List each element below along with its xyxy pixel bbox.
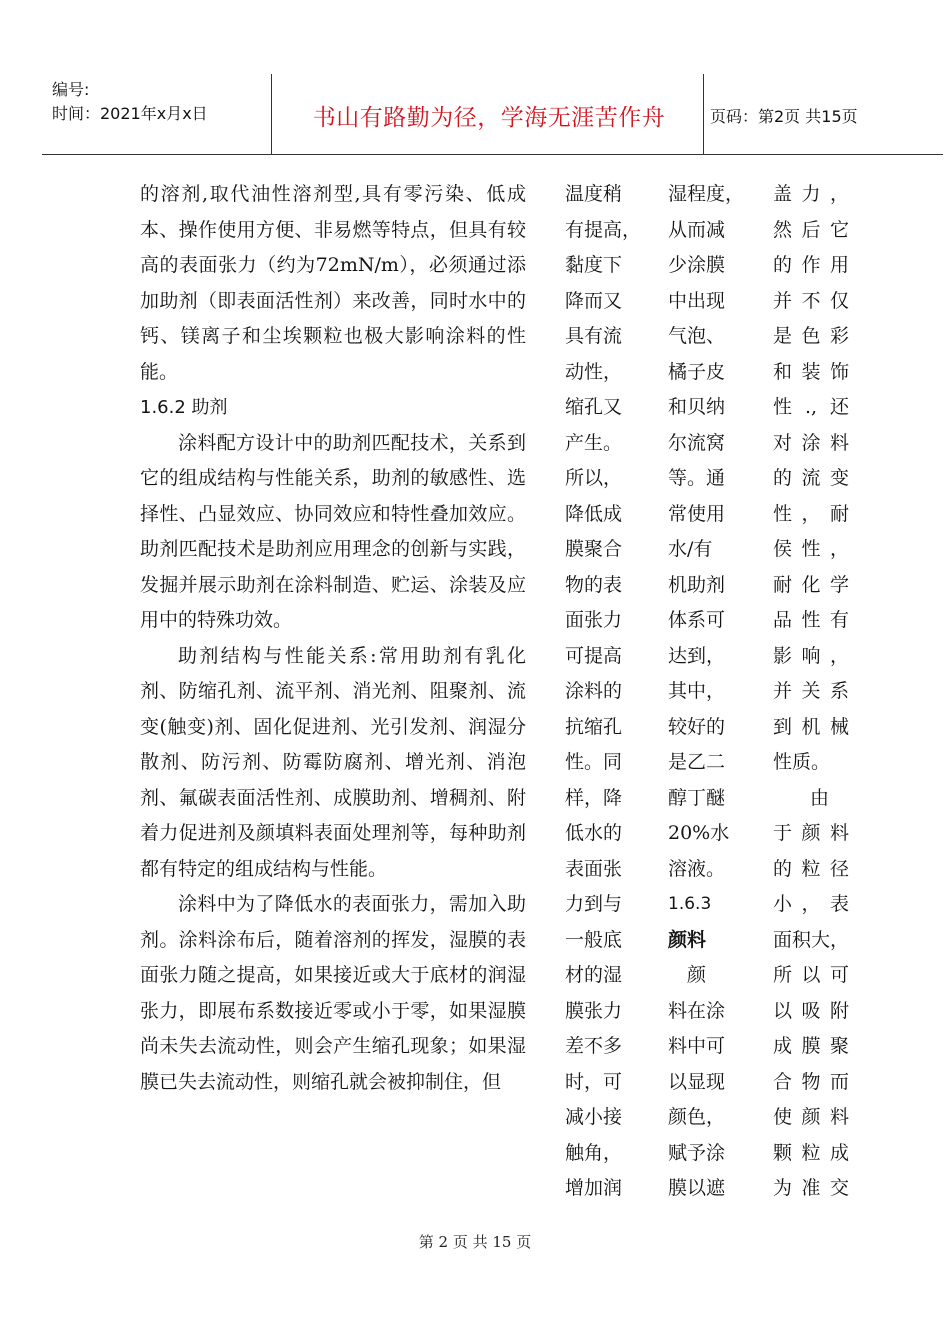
text-line: 有提高， (565, 218, 642, 241)
text-line: 并不仅 (773, 289, 849, 312)
text-line: 赋予涂 (668, 1141, 726, 1164)
text-line: 膜以遮 (668, 1177, 726, 1199)
text-line: 所以可 (773, 964, 849, 986)
text-line: 使颜料 (773, 1106, 849, 1128)
section-number-pigment: 1.6.3 (668, 894, 712, 914)
text-line: 常使用 (668, 502, 726, 525)
text-line: 性质。 (773, 751, 831, 773)
column-3 (668, 177, 754, 1207)
text-line: 中出现 (668, 289, 726, 312)
text-line: 触角， (565, 1141, 623, 1164)
text-line: 膜张力 (565, 999, 623, 1022)
paragraph-4: 涂料中为了降低水的表面张力，需加入助剂。涂料涂布后，随着溶剂的挥发，湿膜的表面张力随之提高，如果接近或大于底材的润湿张力，即展布系数接近零或小于零，如果湿膜尚未失去流动性，则会产生缩孔现象；如果湿膜已失去流动性，则缩孔就会被抑制住，但 (140, 893, 526, 1093)
text-line: 膜聚合 (565, 538, 623, 560)
text-line: 小，表 (773, 893, 849, 915)
text-line: 动性， (565, 360, 623, 383)
text-line: 达到， (668, 644, 726, 667)
header-divider-left (271, 74, 272, 154)
text-line: 颜色， (668, 1106, 726, 1128)
paragraph-1: 的溶剂,取代油性溶剂型,具有零污染、低成本、操作使用方便、非易燃等特点，但具有较高的表面张力（约为72mN/m），必须通过添加助剂（即表面活性剂）来改善，同时水中的钙、镁离子和尘埃颗粒也极大影响涂料的性能。 (140, 183, 526, 383)
text-line: 以显现 (668, 1070, 726, 1093)
text-line: 性，耐 (773, 502, 849, 525)
text-line: 溶液。 (668, 857, 726, 880)
text-line: 较好的 (668, 715, 726, 738)
text-line: 是色彩 (773, 325, 849, 347)
text-line: 性.,还 (773, 396, 849, 418)
column-4 (773, 177, 849, 1207)
text-line: 并关系 (773, 680, 849, 702)
text-line: 影响， (773, 644, 849, 667)
text-line: 抗缩孔 (565, 715, 623, 738)
text-line: 产生。 (565, 431, 623, 454)
text-line: 缩孔又 (565, 396, 623, 418)
text-line: 面积大， (773, 928, 849, 951)
text-line: 耐化学 (773, 573, 849, 596)
text-line: 具有流 (565, 325, 623, 347)
text-line: 力到与 (565, 893, 623, 915)
doc-number-label: 编号: (52, 80, 90, 99)
text-line: 由 (791, 786, 830, 809)
text-line: 少涂膜 (668, 254, 726, 276)
header-meta (52, 78, 208, 126)
text-line: 水/有 (668, 538, 713, 560)
text-line: 侯性， (773, 538, 849, 560)
text-line: 所以， (565, 467, 623, 489)
section-heading-pigment: 颜料 (668, 928, 707, 951)
text-line: 等。通 (668, 467, 726, 489)
header-motto: 书山有路勤为径，学海无涯苦作舟 (312, 105, 666, 131)
text-line: 盖力， (773, 183, 849, 205)
text-line: 然后它 (773, 218, 849, 241)
text-line: 颜 (668, 964, 707, 986)
text-line: 成膜聚 (773, 1035, 849, 1057)
text-line: 的作用 (773, 254, 849, 276)
text-line: 于颜料 (773, 822, 849, 844)
text-line: 降低成 (565, 502, 623, 525)
text-line: 醇丁醚 (668, 786, 726, 809)
header-page-info: 页码：第2页 共15页 (710, 107, 858, 126)
text-line: 品性有 (773, 609, 849, 631)
paragraph-2: 涂料配方设计中的助剂匹配技术，关系到它的组成结构与性能关系，助剂的敏感性、选择性、凸显效应、协同效应和特性叠加效应。助剂匹配技术是助剂应用理念的创新与实践，发掘并展示助剂在涂料制造、贮运、涂装及应用中的特殊功效。 (140, 431, 526, 631)
text-line: 的流变 (773, 467, 849, 489)
text-line: 湿程度， (668, 183, 745, 205)
text-line: 其中， (668, 680, 726, 702)
text-line: 面张力 (565, 609, 623, 631)
text-line: 从而减 (668, 218, 726, 241)
header-rule (42, 154, 943, 155)
text-line: 料中可 (668, 1035, 726, 1057)
text-line: 低水的 (565, 822, 623, 844)
column-2 (565, 177, 651, 1207)
text-line: 尔流窝 (668, 431, 726, 454)
text-line: 性。同 (565, 751, 623, 773)
text-line: 是乙二 (668, 751, 726, 773)
text-line: 减小接 (565, 1106, 623, 1128)
text-line: 为准交 (773, 1177, 849, 1199)
section-heading-additives: 1.6.2 助剂 (140, 397, 228, 418)
text-line: 差不多 (565, 1035, 623, 1057)
text-line: 20%水 (668, 822, 730, 844)
text-line: 一般底 (565, 928, 623, 951)
text-line: 以吸附 (773, 999, 849, 1022)
text-line: 机助剂 (668, 573, 726, 596)
text-line: 体系可 (668, 609, 726, 631)
text-line: 表面张 (565, 857, 623, 880)
footer-page-number: 第 2 页 共 15 页 (418, 1233, 532, 1251)
text-line: 橘子皮 (668, 360, 726, 383)
text-line: 样，降 (565, 786, 623, 809)
text-line: 物的表 (565, 573, 623, 596)
text-line: 合物而 (773, 1070, 849, 1093)
text-line: 到机械 (773, 715, 849, 738)
paragraph-3: 助剂结构与性能关系:常用助剂有乳化剂、防缩孔剂、流平剂、消光剂、阻聚剂、流变(触变)剂、固化促进剂、光引发剂、润湿分散剂、防污剂、防霉防腐剂、增光剂、消泡剂、氟碳表面活性剂、成膜助剂、增稠剂、附着力促进剂及颜填料表面处理剂等，每种助剂都有特定的组成结构与性能。 (140, 644, 526, 880)
text-line: 增加润 (565, 1177, 623, 1199)
doc-date: 时间：2021年x月x日 (52, 104, 208, 123)
text-line: 料在涂 (668, 999, 726, 1022)
text-line: 和贝纳 (668, 396, 726, 418)
column-main (140, 177, 526, 1100)
text-line: 和装饰 (773, 360, 849, 383)
text-line: 黏度下 (565, 254, 623, 276)
text-line: 温度稍 (565, 183, 623, 205)
text-line: 的粒径 (773, 857, 849, 880)
header-divider-right (703, 74, 704, 154)
text-line: 对涂料 (773, 431, 849, 454)
text-line: 时，可 (565, 1070, 623, 1093)
text-line: 降而又 (565, 289, 623, 312)
text-line: 材的湿 (565, 964, 623, 986)
text-line: 颗粒成 (773, 1141, 849, 1164)
text-line: 可提高 (565, 644, 623, 667)
text-line: 涂料的 (565, 680, 623, 702)
text-line: 气泡、 (668, 325, 726, 347)
